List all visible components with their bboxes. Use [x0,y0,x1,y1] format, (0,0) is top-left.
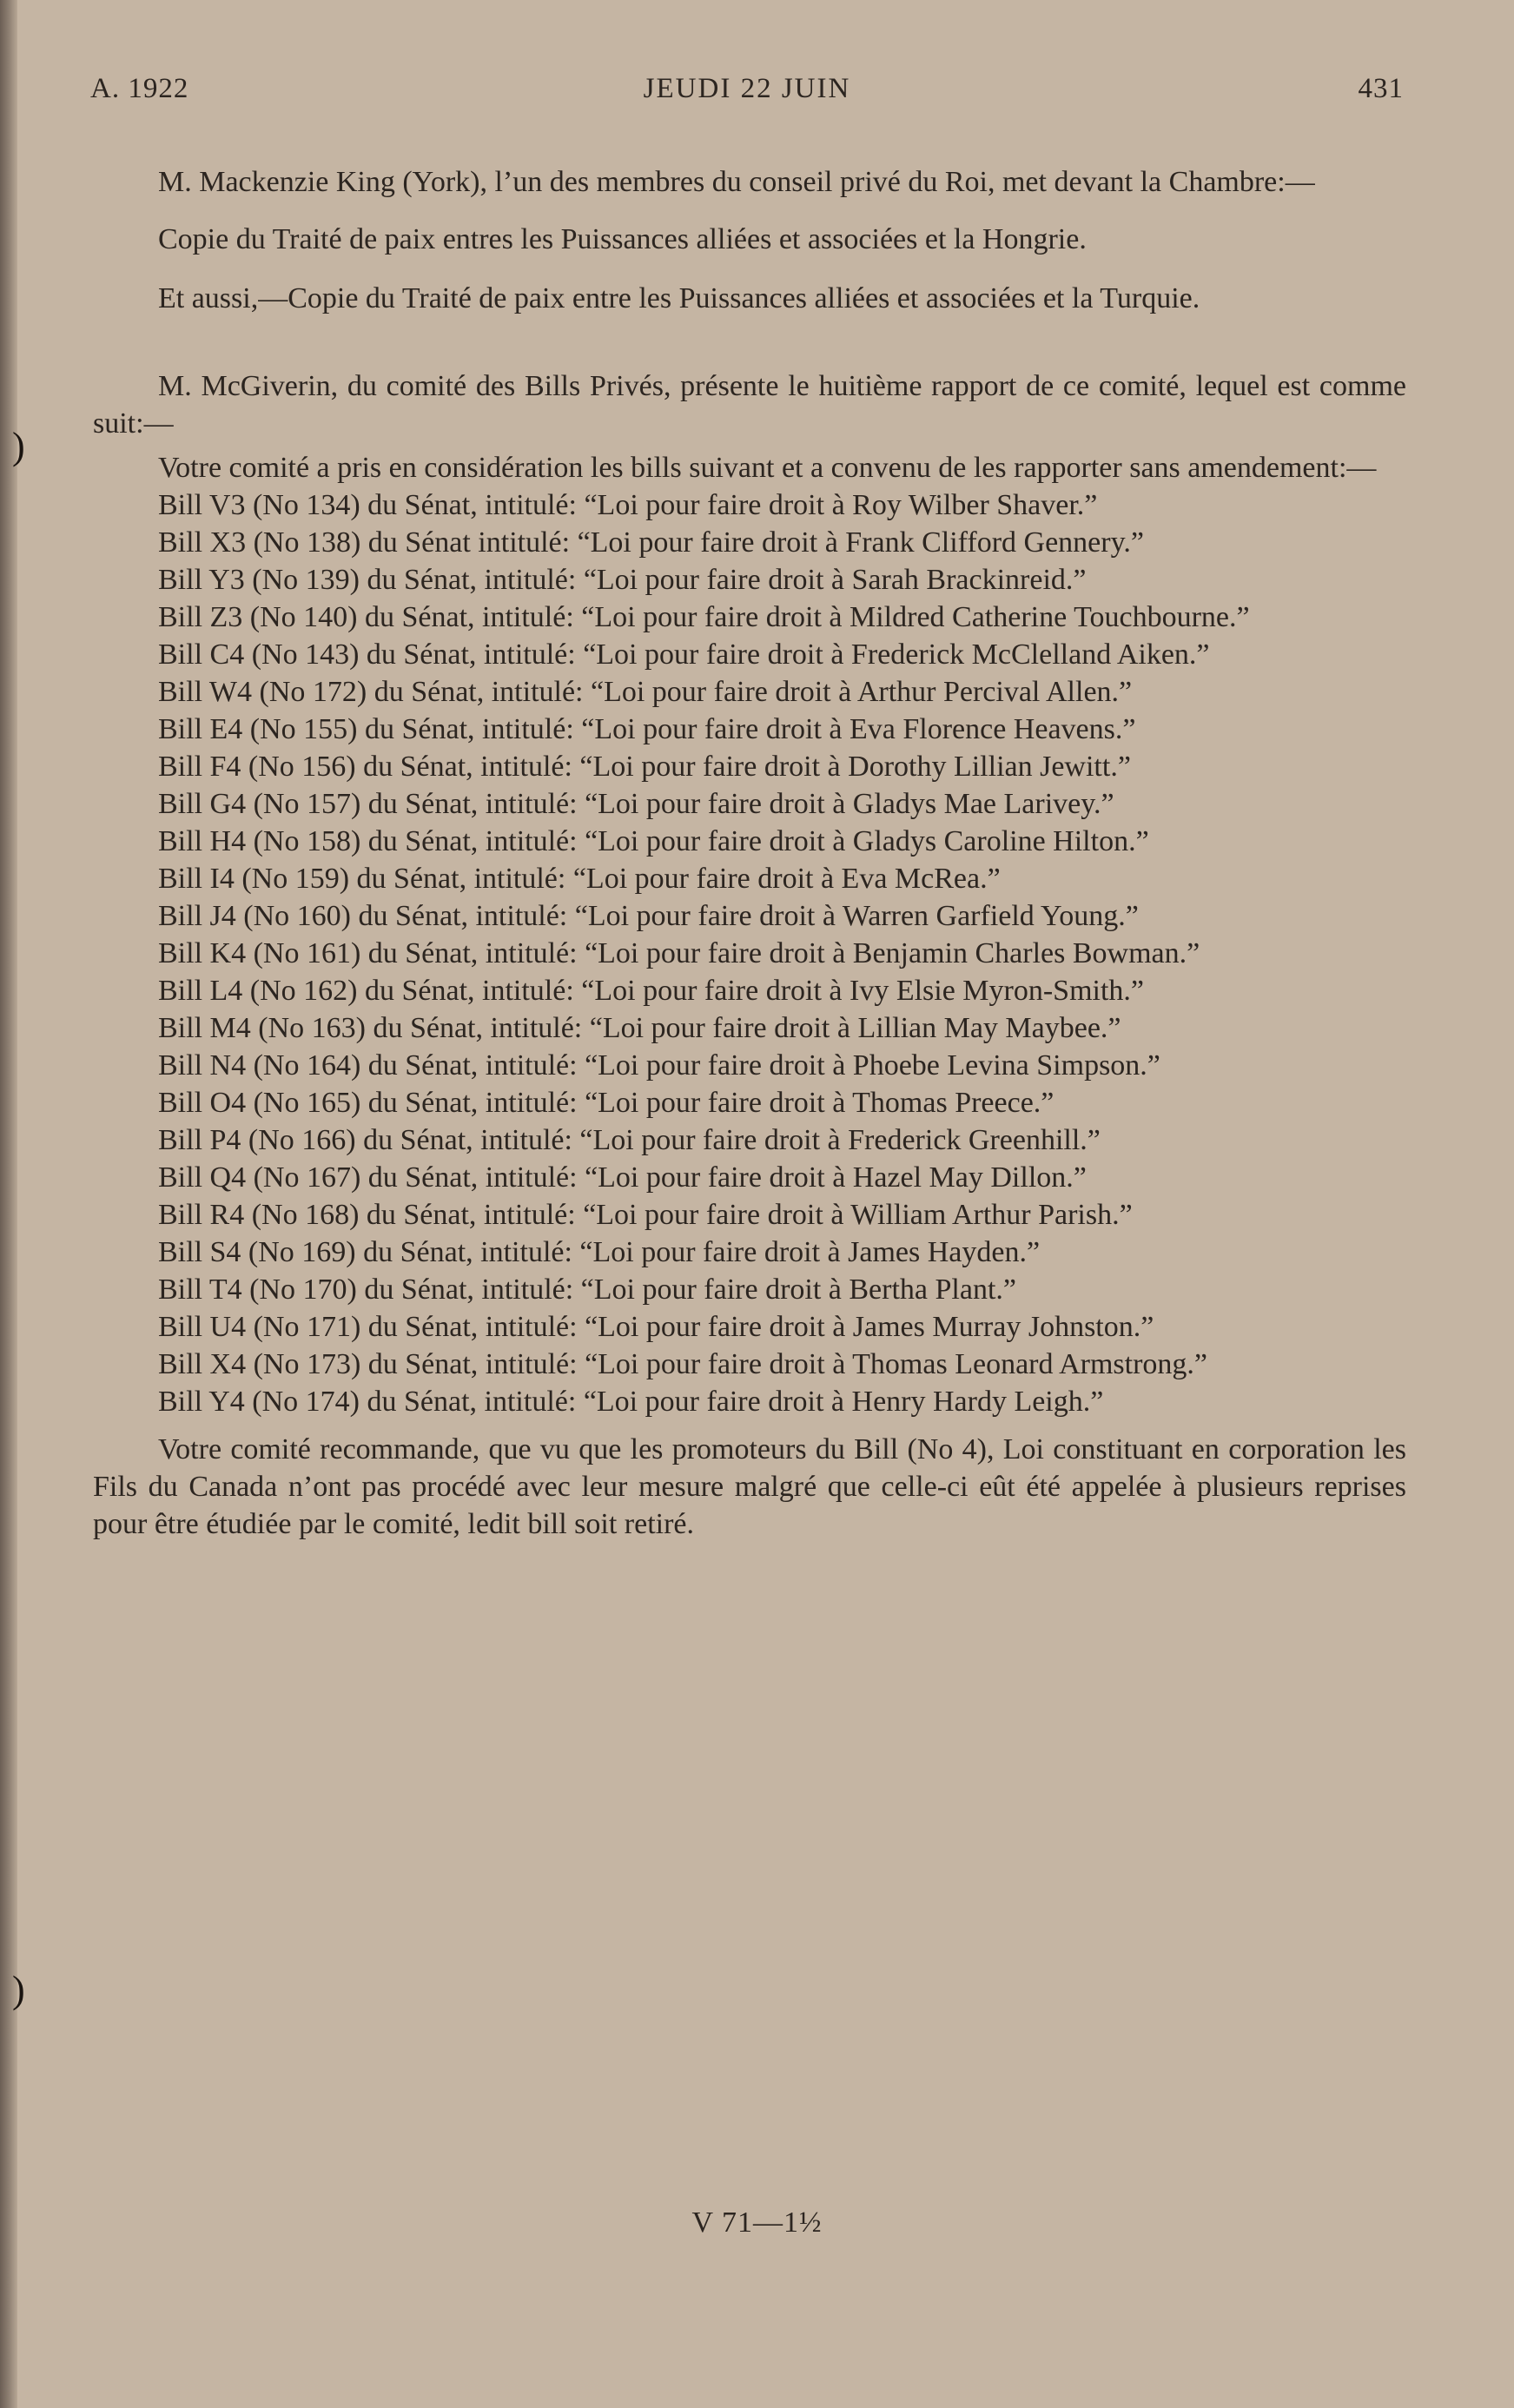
bill-entry: Bill T4 (No 170) du Sénat, intitulé: “Loi pour faire droit à Bertha Plant.” [158,1273,1016,1306]
paragraph-treaty-hungary: Copie du Traité de paix entres les Puissances alliées et associées et la Hongrie. [158,223,1087,255]
bill-entry: Bill E4 (No 155) du Sénat, intitulé: “Loi pour faire droit à Eva Florence Heavens.” [158,713,1136,745]
bill-entry: Bill W4 (No 172) du Sénat, intitulé: “Loi pour faire droit à Arthur Percival Allen.” [158,676,1133,708]
bill-entry: Bill Q4 (No 167) du Sénat, intitulé: “Loi pour faire droit à Hazel May Dillon.” [158,1161,1087,1194]
bill-entry: Bill C4 (No 143) du Sénat, intitulé: “Loi pour faire droit à Frederick McClelland Aiken.” [158,638,1210,671]
bill-entry: Bill F4 (No 156) du Sénat, intitulé: “Loi pour faire droit à Dorothy Lillian Jewitt.” [158,751,1131,783]
binding-edge [0,0,17,2408]
bill-entry: Bill O4 (No 165) du Sénat, intitulé: “Loi pour faire droit à Thomas Preece.” [158,1087,1055,1119]
bill-entry: Bill N4 (No 164) du Sénat, intitulé: “Loi pour faire droit à Phoebe Levina Simpson.” [158,1049,1160,1082]
paragraph-committee-report: M. McGiverin, du comité des Bills Privés, présente le huitième rapport de ce comité, lequel est comme suit:— [93,370,1406,440]
bill-entry: Bill Z3 (No 140) du Sénat, intitulé: “Loi pour faire droit à Mildred Catherine Touchbourne.” [158,601,1250,633]
bill-entry: Bill V3 (No 134) du Sénat, intitulé: “Loi pour faire droit à Roy Wilber Shaver.” [158,489,1098,521]
bill-entry: Bill K4 (No 161) du Sénat, intitulé: “Loi pour faire droit à Benjamin Charles Bowman.” [158,937,1200,969]
bill-entry: Bill R4 (No 168) du Sénat, intitulé: “Loi pour faire droit à William Arthur Parish.” [158,1199,1133,1231]
bill-entry: Bill P4 (No 166) du Sénat, intitulé: “Loi pour faire droit à Frederick Greenhill.” [158,1124,1101,1156]
paragraph-recommendation: Votre comité recommande, que vu que les promoteurs du Bill (No 4), Loi constituant en corporation les Fils du Canada n’ont pas procédé avec leur mesure malgré que celle-ci eût été appelée à plusieurs reprises pour être étudiée par le comité, ledit bill soit retiré. [93,1433,1406,1540]
header-date: JEUDI 22 JUIN [643,73,851,104]
bill-entry: Bill Y4 (No 174) du Sénat, intitulé: “Loi pour faire droit à Henry Hardy Leigh.” [158,1386,1104,1418]
bill-entry: Bill Y3 (No 139) du Sénat, intitulé: “Loi pour faire droit à Sarah Brackinreid.” [158,564,1087,596]
page-body [93,163,1406,1543]
bill-entry: Bill X3 (No 138) du Sénat intitulé: “Loi pour faire droit à Frank Clifford Gennery.” [158,526,1144,559]
bill-entry: Bill J4 (No 160) du Sénat, intitulé: “Loi pour faire droit à Warren Garfield Young.” [158,900,1139,932]
page-footer-signature: V 71—1½ [691,2206,823,2239]
paragraph-treaty-turkey: Et aussi,—Copie du Traité de paix entre les Puissances alliées et associées et la Turquie. [158,282,1200,314]
bill-entry: Bill S4 (No 169) du Sénat, intitulé: “Loi pour faire droit à James Hayden.” [158,1236,1041,1268]
page-number: 431 [1358,73,1404,104]
bill-entry: Bill M4 (No 163) du Sénat, intitulé: “Loi pour faire droit à Lillian May Maybee.” [158,1012,1121,1044]
paragraph-committee-statement: Votre comité a pris en considération les bills suivant et a convenu de les rapporter sans amendement:— [158,452,1377,484]
header-year: A. 1922 [90,73,189,104]
bill-entry: Bill U4 (No 171) du Sénat, intitulé: “Loi pour faire droit à James Murray Johnston.” [158,1311,1154,1343]
binding-mark: ) [12,425,25,467]
binding-mark: ) [12,1968,25,2011]
bill-entry: Bill X4 (No 173) du Sénat, intitulé: “Loi pour faire droit à Thomas Leonard Armstrong.” [158,1348,1208,1380]
bill-entry: Bill H4 (No 158) du Sénat, intitulé: “Loi pour faire droit à Gladys Caroline Hilton.” [158,825,1149,857]
bill-entry: Bill L4 (No 162) du Sénat, intitulé: “Loi pour faire droit à Ivy Elsie Myron-Smith.” [158,975,1145,1007]
paragraph-tabling: M. Mackenzie King (York), l’un des membres du conseil privé du Roi, met devant la Chambre:— [158,166,1315,198]
bill-list [93,486,1406,1420]
bill-entry: Bill G4 (No 157) du Sénat, intitulé: “Loi pour faire droit à Gladys Mae Larivey.” [158,788,1114,820]
bill-entry: Bill I4 (No 159) du Sénat, intitulé: “Loi pour faire droit à Eva McRea.” [158,863,1001,895]
page-header [90,73,1404,111]
